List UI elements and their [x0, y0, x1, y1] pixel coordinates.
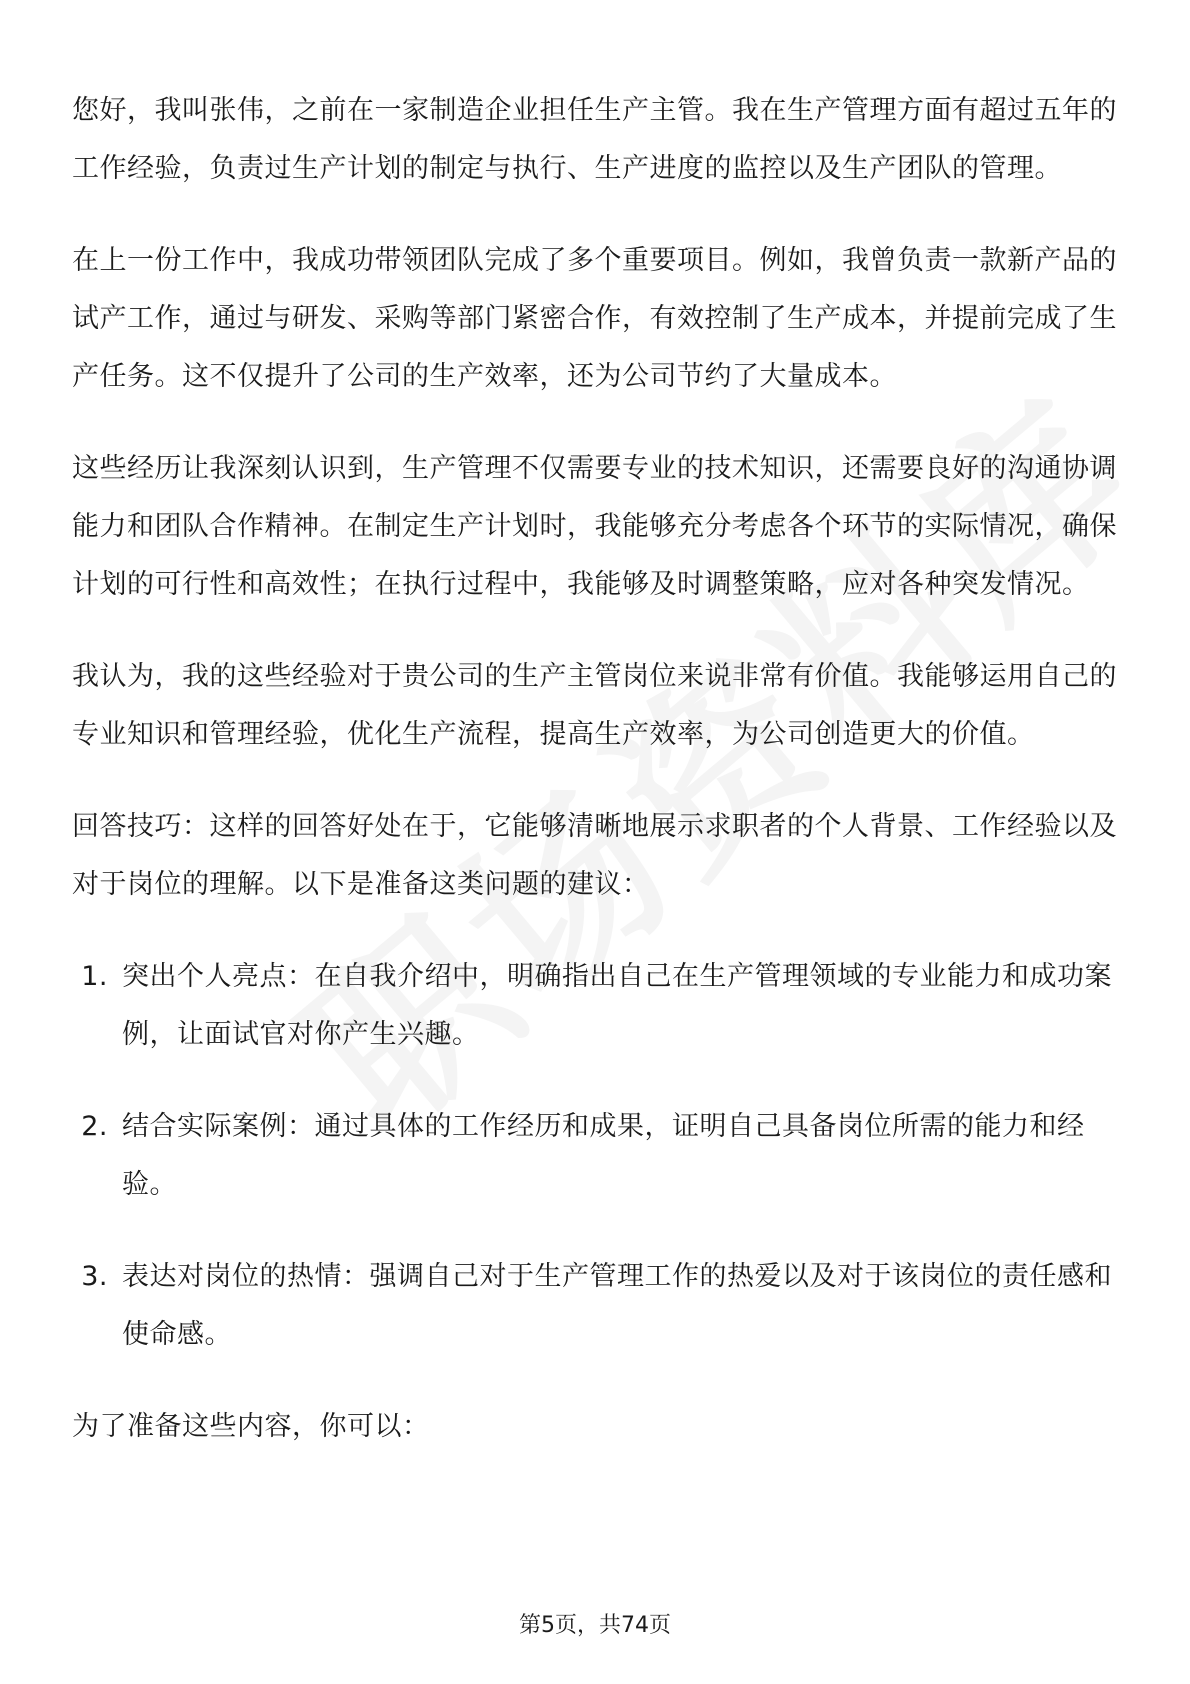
- paragraph-skills: 这些经历让我深刻认识到，生产管理不仅需要专业的技术知识，还需要良好的沟通协调能力和团队合作精神。在制定生产计划时，我能够充分考虑各个环节的实际情况，确保计划的可行性和高效性；在执行过程中，我能够及时调整策略，应对各种突发情况。: [72, 453, 1117, 600]
- paragraph-closing: 为了准备这些内容，你可以：: [72, 1411, 430, 1442]
- page-number: 第5页，共74页: [519, 1613, 671, 1638]
- list-number: 3.: [81, 1261, 108, 1292]
- list-text: 突出个人亮点：在自我介绍中，明确指出自己在生产管理领域的专业能力和成功案例，让面试官对你产生兴趣。: [122, 961, 1112, 1050]
- list-number: 2.: [81, 1111, 108, 1142]
- paragraph-value: 我认为，我的这些经验对于贵公司的生产主管岗位来说非常有价值。我能够运用自己的专业知识和管理经验，优化生产流程，提高生产效率，为公司创造更大的价值。: [72, 661, 1117, 750]
- tips-list: [72, 948, 1120, 1364]
- list-item: [72, 948, 1120, 1064]
- list-text: 表达对岗位的热情：强调自己对于生产管理工作的热爱以及对于该岗位的责任感和使命感。: [122, 1261, 1112, 1350]
- list-item: [72, 1248, 1120, 1364]
- document-body: [72, 82, 1120, 1490]
- paragraph-project: 在上一份工作中，我成功带领团队完成了多个重要项目。例如，我曾负责一款新产品的试产工作，通过与研发、采购等部门紧密合作，有效控制了生产成本，并提前完成了生产任务。这不仅提升了公司的生产效率，还为公司节约了大量成本。: [72, 245, 1117, 392]
- list-number: 1.: [81, 961, 108, 992]
- list-text: 结合实际案例：通过具体的工作经历和成果，证明自己具备岗位所需的能力和经验。: [122, 1111, 1085, 1200]
- paragraph-tips: 回答技巧：这样的回答好处在于，它能够清晰地展示求职者的个人背景、工作经验以及对于岗位的理解。以下是准备这类问题的建议：: [72, 811, 1117, 900]
- list-item: [72, 1098, 1120, 1214]
- paragraph-intro: 您好，我叫张伟，之前在一家制造企业担任生产主管。我在生产管理方面有超过五年的工作经验，负责过生产计划的制定与执行、生产进度的监控以及生产团队的管理。: [72, 95, 1117, 184]
